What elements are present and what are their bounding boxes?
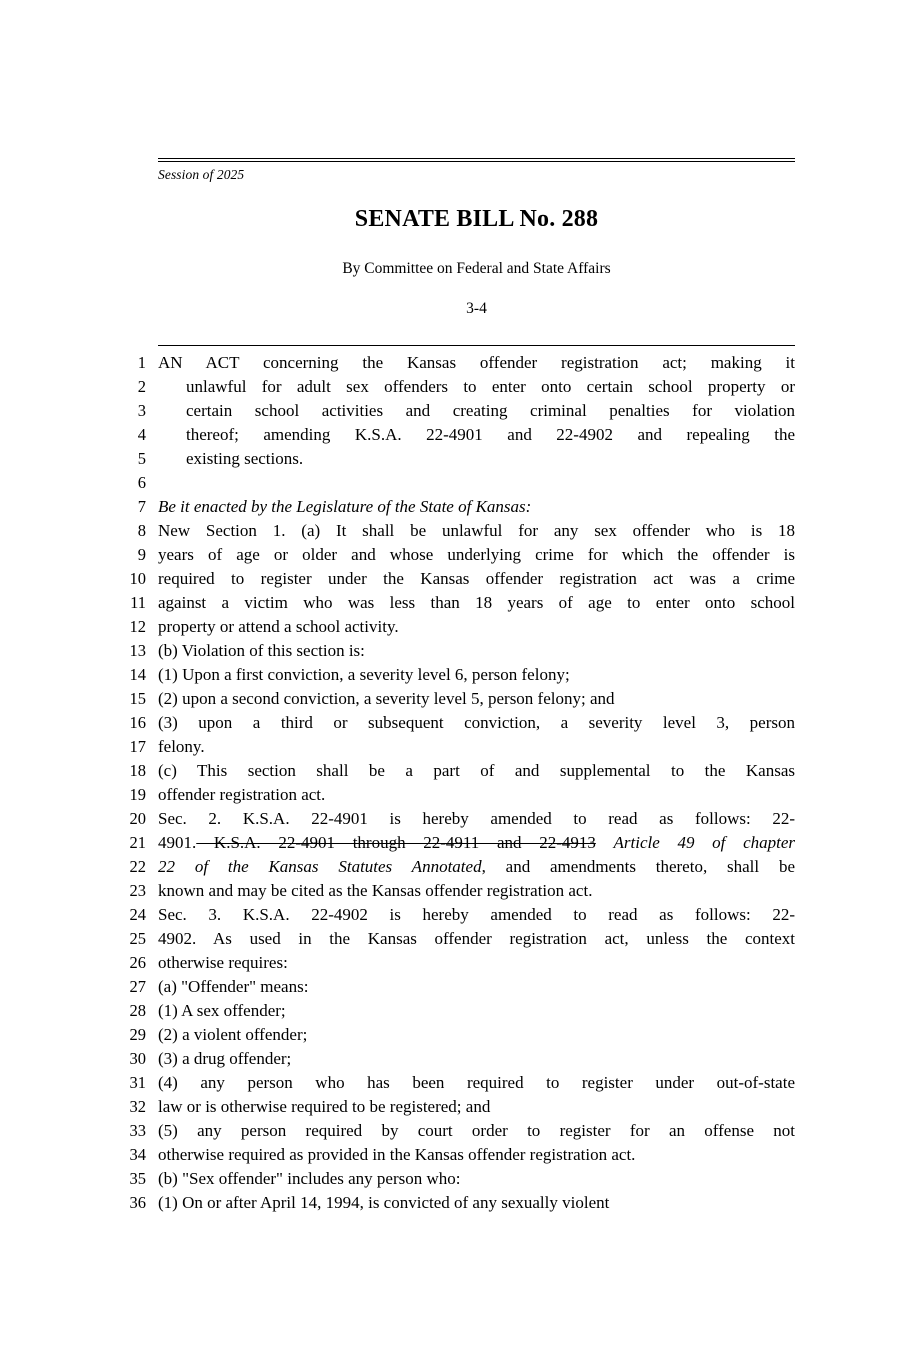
bill-line [0,471,900,495]
line-number: 8 [137,521,146,540]
line-number: 5 [137,449,146,468]
line-number: 16 [129,713,146,732]
line-number: 33 [129,1121,146,1140]
line-number: 28 [129,1001,146,1020]
line-number: 31 [129,1073,146,1092]
line-number: 9 [137,545,146,564]
plain-text [596,833,614,852]
line-text: against a victim who was less than 18 years of age to enter onto school [158,593,795,612]
line-number: 23 [129,881,146,900]
line-number: 34 [129,1145,146,1164]
line-number: 14 [129,665,146,684]
bill-line [0,399,900,423]
bill-line [0,855,900,879]
bill-line [0,567,900,591]
line-text: law or is otherwise required to be registered; and [158,1097,491,1116]
line-text: required to register under the Kansas offender registration act was a crime [158,569,795,588]
bill-line [0,831,900,855]
bill-line [0,615,900,639]
struck-text: K.S.A. 22-4901 through 22-4911 and 22-4913 [196,833,596,852]
line-text: (c) This section shall be a part of and supplemental to the Kansas [158,761,795,780]
line-text: (3) a drug offender; [158,1049,292,1068]
bill-line [0,519,900,543]
bill-line [0,1023,900,1047]
line-text: (1) On or after April 14, 1994, is convicted of any sexually violent [158,1193,610,1212]
bill-line [0,711,900,735]
bill-line [0,351,900,375]
line-text: unlawful for adult sex offenders to enter onto certain school property or [186,377,795,396]
plain-text: , and amendments thereto, shall be [481,857,795,876]
bill-line [0,1095,900,1119]
line-number: 7 [137,497,146,516]
bill-line [0,807,900,831]
line-number: 1 [137,353,146,372]
bill-line [0,975,900,999]
bill-line [0,1191,900,1215]
line-number: 35 [129,1169,146,1188]
inserted-text: Article 49 of chapter [613,833,795,852]
line-text: 4902. As used in the Kansas offender registration act, unless the context [158,929,795,948]
line-number: 6 [137,473,146,492]
bill-byline: By Committee on Federal and State Affairs [342,260,611,277]
line-number: 12 [129,617,146,636]
line-number: 10 [129,569,146,588]
line-text: otherwise requires: [158,953,288,972]
bill-line [0,447,900,471]
bill-line [0,639,900,663]
line-number: 29 [129,1025,146,1044]
line-text: certain school activities and creating criminal penalties for violation [186,401,795,420]
line-number: 36 [129,1193,146,1212]
line-text: offender registration act. [158,785,326,804]
inserted-text: 22 of the Kansas Statutes Annotated [158,857,482,876]
line-text: property or attend a school activity. [158,617,399,636]
bill-line [0,951,900,975]
line-text: (b) Violation of this section is: [158,641,365,660]
line-number: 4 [137,425,146,444]
line-text: (2) a violent offender; [158,1025,308,1044]
bill-line [0,1167,900,1191]
bill-line [0,783,900,807]
line-number: 19 [129,785,146,804]
bill-line [0,879,900,903]
bill-line [0,687,900,711]
bill-line [0,591,900,615]
bill-line [0,423,900,447]
bill-line [0,1071,900,1095]
line-number: 27 [129,977,146,996]
bill-line [0,1119,900,1143]
line-text: (1) A sex offender; [158,1001,286,1020]
bill-line [0,1047,900,1071]
line-number: 20 [129,809,146,828]
body-top-rule [158,345,795,346]
line-number: 17 [129,737,146,756]
page-title: SENATE BILL No. 288 [354,206,599,232]
line-number: 30 [129,1049,146,1068]
line-number: 2 [137,377,146,396]
bill-line [0,1143,900,1167]
line-number: 32 [129,1097,146,1116]
line-text: felony. [158,737,205,756]
line-text: Sec. 2. K.S.A. 22-4901 is hereby amended to read as follows: 22- [158,809,795,828]
bill-line [0,495,900,519]
line-text: (3) upon a third or subsequent conviction, a severity level 3, person [158,713,795,732]
line-text: known and may be cited as the Kansas offender registration act. [158,881,593,900]
line-text: New Section 1. (a) It shall be unlawful for any sex offender who is 18 [158,521,795,540]
line-text: years of age or older and whose underlying crime for which the offender is [158,545,795,564]
line-number: 25 [129,929,146,948]
line-number: 24 [129,905,146,924]
bill-line [0,735,900,759]
bill-line [0,759,900,783]
line-text: (5) any person required by court order to register for an offense not [158,1121,795,1140]
line-number: 18 [129,761,146,780]
line-number: 21 [129,833,146,852]
line-text: (4) any person who has been required to register under out-of-state [158,1073,795,1092]
line-text [158,831,795,855]
line-number: 15 [129,689,146,708]
docket-number: 3-4 [466,300,487,317]
bill-line [0,903,900,927]
line-text: (1) Upon a first conviction, a severity level 6, person felony; [158,665,570,684]
line-text: existing sections. [186,449,304,468]
masthead-top-rule [158,158,795,162]
session-label: Session of 2025 [158,167,245,182]
line-number: 11 [130,593,146,612]
line-number: 26 [129,953,146,972]
line-text: (2) upon a second conviction, a severity level 5, person felony; and [158,689,615,708]
line-text: thereof; amending K.S.A. 22-4901 and 22-4902 and repealing the [186,425,795,444]
bill-line [0,543,900,567]
line-text: Sec. 3. K.S.A. 22-4902 is hereby amended to read as follows: 22- [158,905,795,924]
line-text: (b) "Sex offender" includes any person who: [158,1169,461,1188]
bill-line [0,375,900,399]
masthead [158,158,795,318]
bill-body [0,351,900,1215]
line-text [158,855,795,879]
line-number: 22 [129,857,146,876]
plain-text: 4901. [158,833,197,852]
bill-line [0,663,900,687]
line-text: Be it enacted by the Legislature of the State of Kansas: [158,497,532,516]
line-number: 3 [137,401,146,420]
bill-line [0,927,900,951]
bill-line [0,999,900,1023]
line-text: AN ACT concerning the Kansas offender registration act; making it [158,353,795,372]
line-text: otherwise required as provided in the Kansas offender registration act. [158,1145,636,1164]
line-text: (a) "Offender" means: [158,977,309,996]
line-number: 13 [129,641,146,660]
